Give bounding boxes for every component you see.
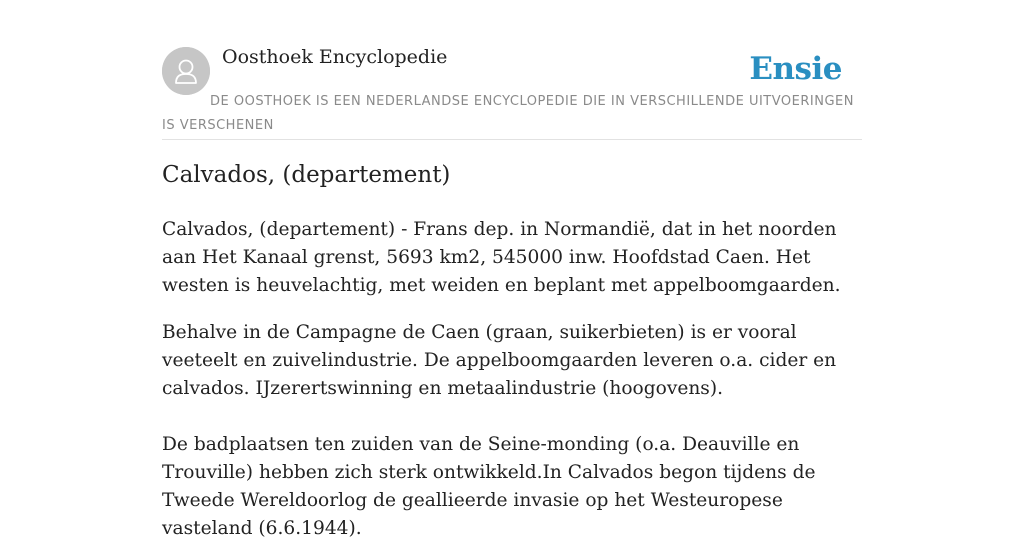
article-body (162, 216, 862, 543)
article-paragraph: Behalve in de Campagne de Caen (graan, suikerbieten) is er vooral veeteelt en zuivelindustrie. De appelboomgaarden leveren o.a. cider en calvados. IJzerertswinning en metaalindustrie (hoogovens). (162, 322, 837, 399)
source-name-link[interactable]: Oosthoek Encyclopedie (222, 46, 448, 68)
source-tagline: DE OOSTHOEK IS EEN NEDERLANDSE ENCYCLOPEDIE DIE IN VERSCHILLENDE UITVOERINGEN IS VERSCHENEN (162, 94, 854, 133)
article-paragraph: Calvados, (departement) - Frans dep. in Normandië, dat in het noorden aan Het Kanaal grenst, 5693 km2, 545000 inw. Hoofdstad Caen. Het westen is heuvelachtig, met weiden en beplant met appelboomgaarden. (162, 219, 841, 296)
page-title: Calvados, (departement) (162, 162, 451, 188)
user-silhouette-icon (162, 47, 210, 95)
header-divider (162, 139, 862, 140)
source-avatar[interactable] (162, 47, 210, 95)
article-paragraph: De badplaatsen ten zuiden van de Seine-monding (o.a. Deauville en Trouville) hebben zich sterk ontwikkeld.In Calvados begon tijdens de Tweede Wereldoorlog de geallieerde invasie op het Westeuropese vasteland (6.6.1944). (162, 434, 816, 539)
ensie-logo[interactable]: Ensie (749, 51, 842, 87)
